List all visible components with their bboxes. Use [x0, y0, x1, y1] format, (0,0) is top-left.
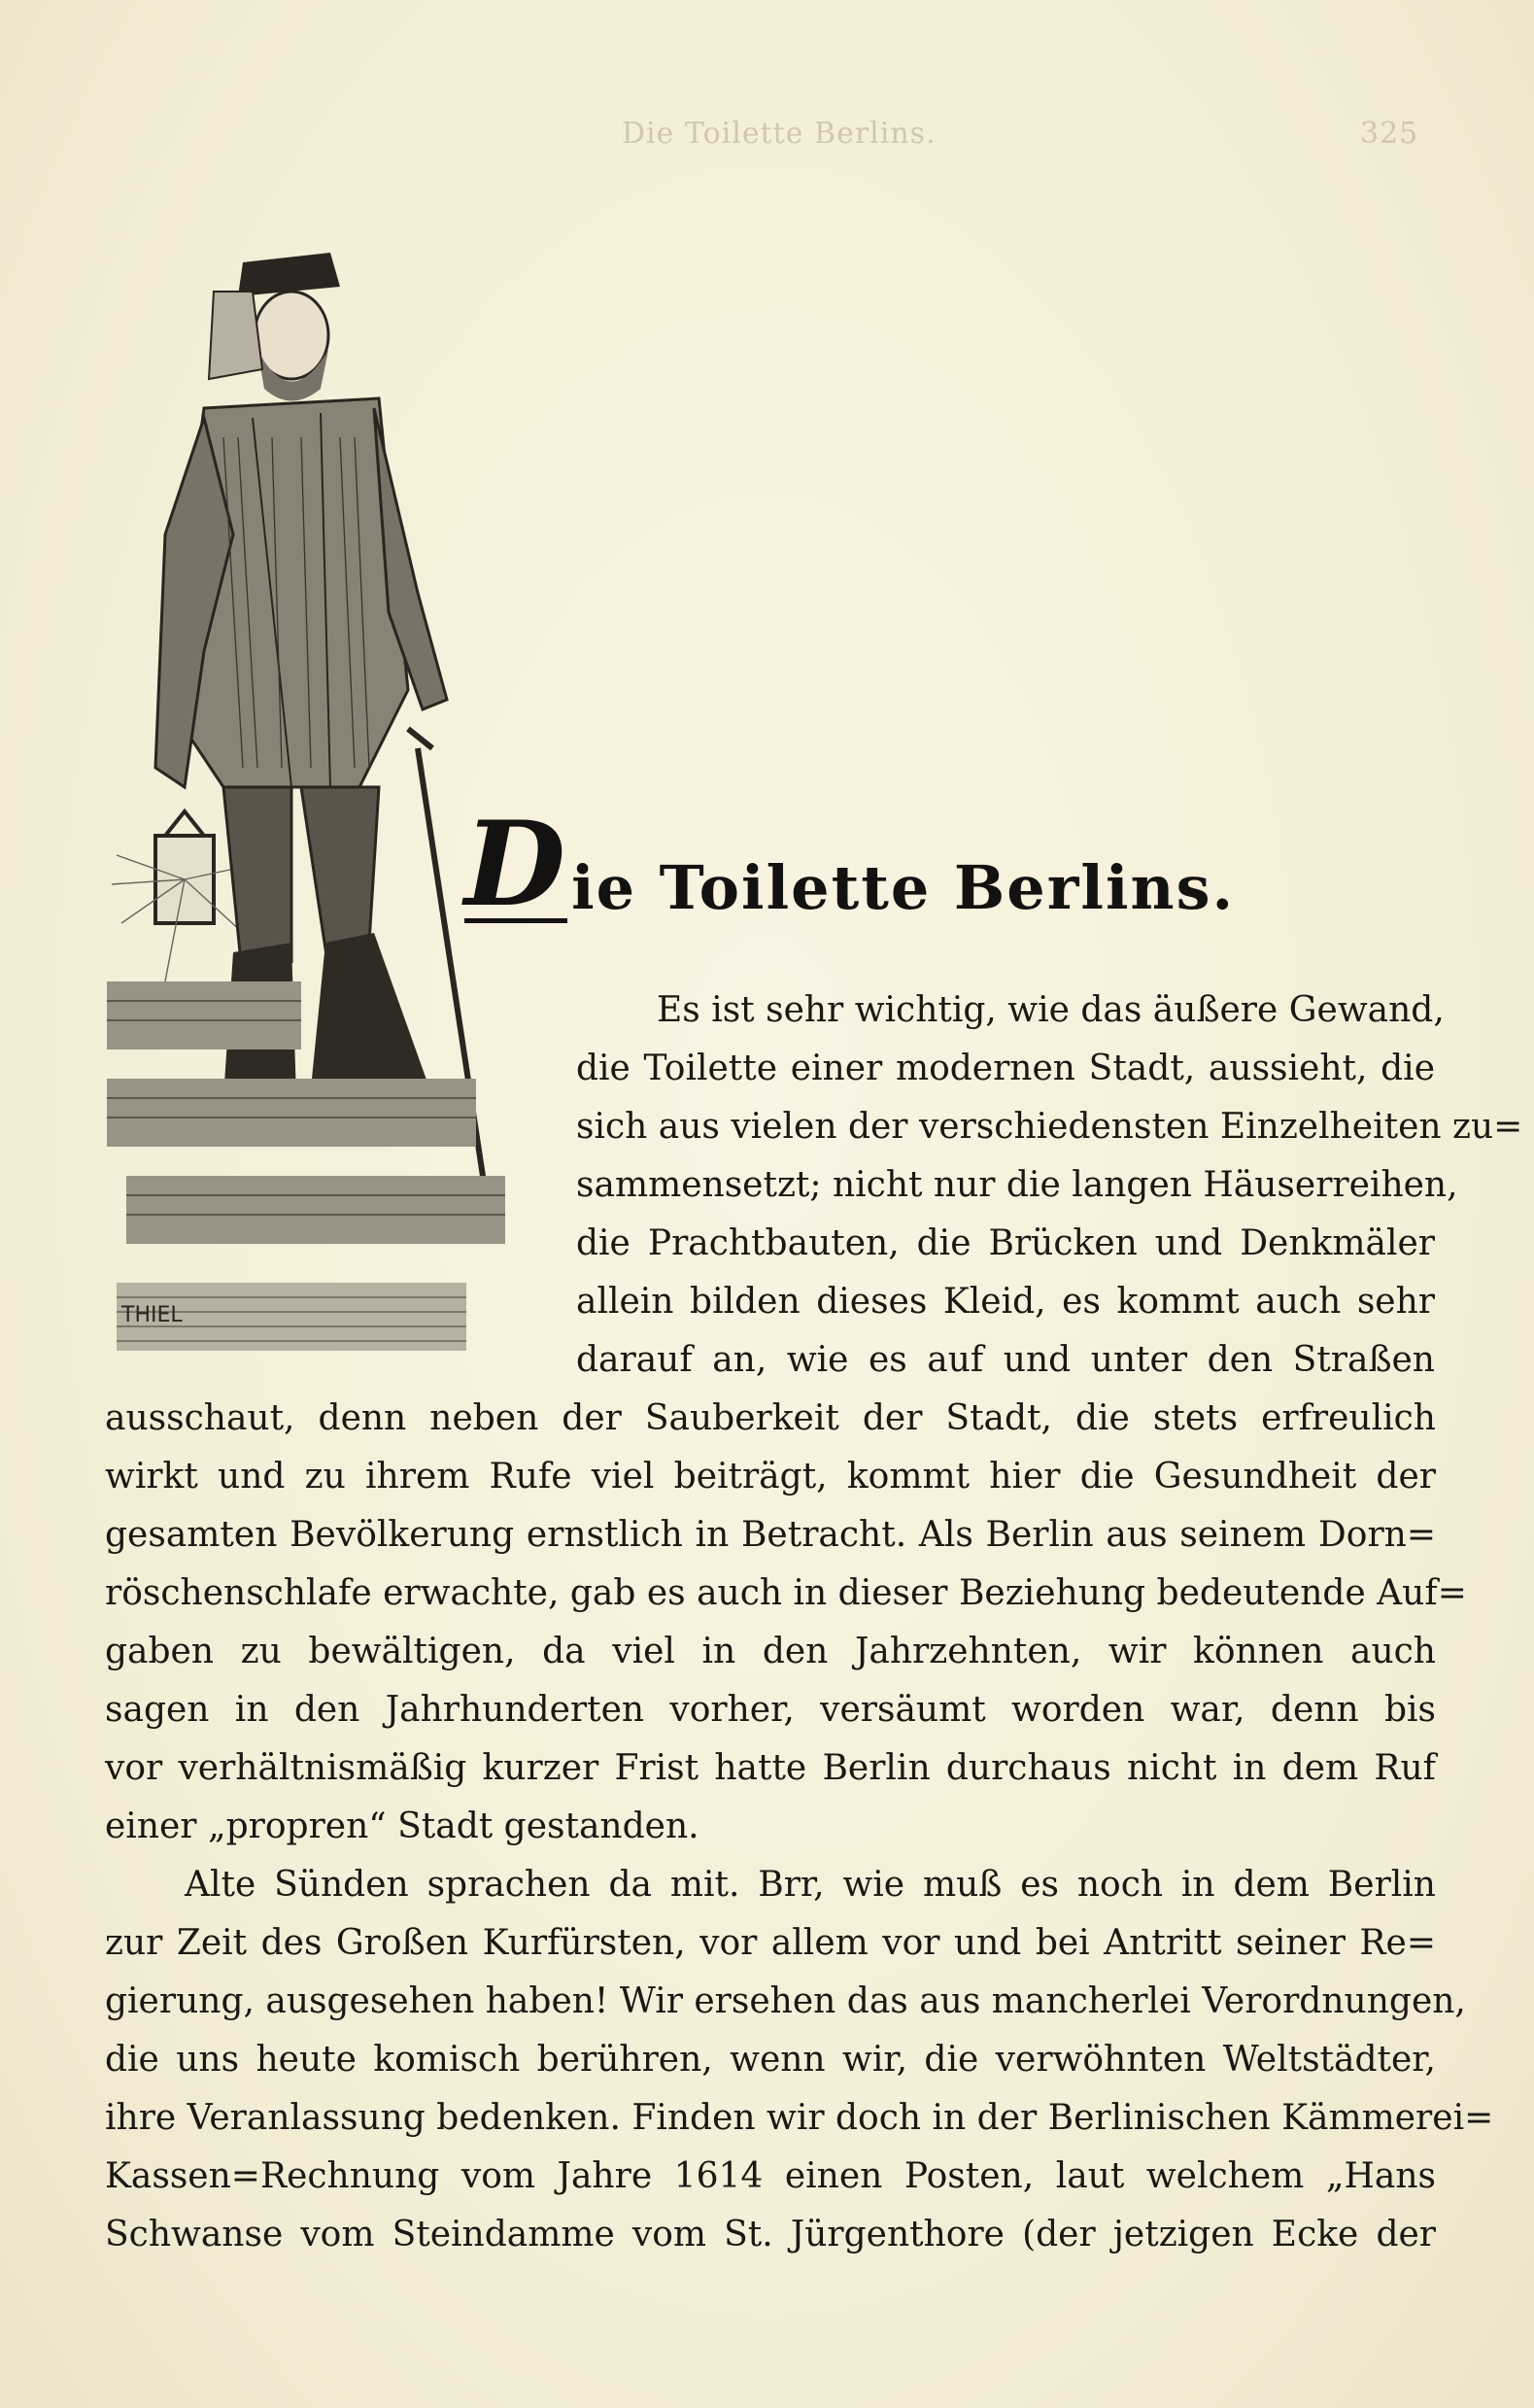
- body-line: röschenschlafe erwachte, gab es auch in dieser Beziehung bedeutende Auf=: [105, 1573, 1467, 1613]
- body-line: Alte Sünden sprachen da mit. Brr, wie muß es noch in dem Berlin: [185, 1865, 1436, 1905]
- lamplighter-drawing: [97, 243, 515, 1370]
- article-title: [464, 796, 1236, 933]
- body-line: Es ist sehr wichtig, wie das äußere Gewand,: [657, 990, 1445, 1030]
- body-line: Schwanse vom Steindamme vom St. Jürgenthore (der jetzigen Ecke der: [105, 2215, 1436, 2254]
- body-line: die Toilette einer modernen Stadt, aussieht, die: [576, 1049, 1435, 1088]
- body-line: einer „propren“ Stadt gestanden.: [105, 1806, 699, 1846]
- body-line: ausschaut, denn neben der Sauberkeit der Stadt, die stets erfreulich: [105, 1398, 1436, 1438]
- body-line: gesamten Bevölkerung ernstlich in Betracht. Als Berlin aus seinem Dorn=: [105, 1515, 1436, 1555]
- body-line: Kassen=Rechnung vom Jahre 1614 einen Posten, laut welchem „Hans: [105, 2156, 1436, 2196]
- body-line: sich aus vielen der verschiedensten Einzelheiten zu=: [576, 1107, 1523, 1147]
- body-line: wirkt und zu ihrem Rufe viel beiträgt, kommt hier die Gesundheit der: [105, 1457, 1436, 1496]
- running-title-bleedthrough: Die Toilette Berlins.: [622, 117, 937, 151]
- title-initial: D: [464, 796, 568, 933]
- body-line: darauf an, wie es auf und unter den Straßen: [576, 1340, 1435, 1380]
- body-line: vor verhältnismäßig kurzer Frist hatte Berlin durchaus nicht in dem Ruf: [105, 1748, 1436, 1788]
- body-line: sammensetzt; nicht nur die langen Häuserreihen,: [576, 1165, 1458, 1205]
- lamplighter-illustration: [97, 243, 515, 1370]
- body-line: die Prachtbauten, die Brücken und Denkmäler: [576, 1223, 1435, 1263]
- body-line: die uns heute komisch berühren, wenn wir, die verwöhnten Weltstädter,: [105, 2040, 1436, 2080]
- body-line: allein bilden dieses Kleid, es kommt auch sehr: [576, 1282, 1435, 1322]
- body-line: gaben zu bewältigen, da viel in den Jahrzehnten, wir können auch: [105, 1632, 1436, 1671]
- artist-signature: THIEL: [121, 1303, 183, 1327]
- title-text: ie Toilette Berlins.: [571, 852, 1236, 923]
- body-line: sagen in den Jahrhunderten vorher, versäumt worden war, denn bis: [105, 1690, 1436, 1730]
- body-line: gierung, ausgesehen haben! Wir ersehen das aus mancherlei Verordnungen,: [105, 1981, 1466, 2021]
- body-line: zur Zeit des Großen Kurfürsten, vor allem vor und bei Antritt seiner Re=: [105, 1923, 1436, 1963]
- page-number-bleedthrough: 325: [1360, 117, 1419, 151]
- body-line: ihre Veranlassung bedenken. Finden wir doch in der Berlinischen Kämmerei=: [105, 2098, 1494, 2138]
